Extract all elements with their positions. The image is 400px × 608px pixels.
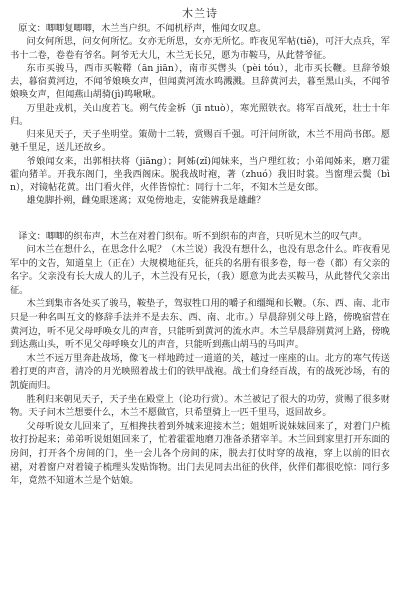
poem-paragraph: 爷娘闻女来，出郭相扶将（jiāng）；阿姊(zǐ)闻妹来，当户理红妆；小弟闻姊来，磨刀霍霍向猪羊。开我东阁门，坐我西阁床。脱我战时袍，著（zhuó）我旧时裳。当窗理云鬓（bìn），对镜帖花黄。出门看火伴，火伴皆惊忙：同行十二年，不知木兰是女郎。	[10, 155, 390, 193]
translation-paragraph: 问木兰在想什么，在思念什么呢？（木兰说）我没有想什么，也没有思念什么。昨夜看见军中的文告，知道皇上（正在）大规模地征兵，征兵的名册有很多卷，每一卷（都）有父亲的名字。父亲没有长大成人的儿子，木兰没有兄长，（我）愿意为此去买鞍马，从此替代父亲出征。	[10, 244, 390, 296]
poem-paragraph: 归来见天子，天子坐明堂。策勋十二转，赏赐百千强。可汗问所欲，木兰不用尚书郎。愿驰千里足，送儿还故乡。	[10, 129, 390, 154]
poem-translation-text	[10, 230, 390, 488]
poem-paragraph: 问女何所思，问女何所忆。女亦无所思，女亦无所忆。昨夜见军帖(tiě)，可汗大点兵，军书十二卷，卷卷有爷名。阿爷无大儿，木兰无长兄，愿为市鞍马，从此替爷征。	[10, 36, 390, 61]
translation-paragraph: 父母听说女儿回来了，互相搀扶着到外城来迎接木兰；姐姐听说妹妹回来了，对着门户梳妆打扮起来；弟弟听说姐姐回来了，忙着霍霍地磨刀准备杀猪宰羊。木兰回到家里打开东面的房间，打开各个房间的门，坐一会儿各个房间的床，脱去打仗时穿的战袍，穿上以前的旧衣裙，对着窗户对着镜子梳理头发贴饰物。出门去见同去出征的伙伴，伙伴们都很吃惊：同行多年，竟然不知道木兰是个姑娘。	[10, 420, 390, 487]
poem-paragraph: 原文：唧唧复唧唧，木兰当户织。不闻机杼声，惟闻女叹息。	[18, 23, 267, 34]
translation-paragraph: 译文：唧唧的织布声，木兰在对着门织布。听不到织布的声音，只听见木兰的叹气声。	[18, 230, 368, 242]
poem-paragraph: 万里赴戎机，关山度若飞。朔气传金柝（jī ntuò），寒光照铁衣。将军百战死，壮士十年归。	[10, 102, 390, 127]
translation-paragraph: 木兰到集市各处买了骏马，鞍垫子，驾驭牲口用的嚼子和缰绳和长鞭。（东、西、南、北市只是一种名叫互文的修辞手法并不是去东、西、南、北市。）早晨辞别父母上路，傍晚宿营在黄河边，听不见父母呼唤女儿的声音，只能听到黄河的流水声。木兰早晨辞别黄河上路，傍晚到达燕山头，听不见父母呼唤女儿的声音，只能听到燕山胡马的马叫声。	[10, 298, 390, 351]
poem-paragraph: 雄兔脚扑朔，雌兔眼迷离；双兔傍地走，安能辨我是雄雌？	[26, 195, 266, 207]
translation-paragraph: 木兰不远万里奔赴战场，像飞一样地跨过一道道的关，越过一座座的山。北方的寒气传送着打更的声音，清冷的月光映照着战士们的铁甲战袍。战士们身经百战，有的战死沙场，有的凯旋而归。	[10, 352, 390, 392]
translation-paragraph: 胜利归来朝见天子，天子坐在殿堂上（论功行赏）。木兰被记了很大的功劳，赏赐了很多财物。天子问木兰想要什么，木兰不愿做官，只希望骑上一匹千里马，返回故乡。	[10, 393, 390, 419]
poem-paragraph: 东市买骏马，西市买鞍鞯（ān jiān），南市买辔头（pèi tóu），北市买长鞭。旦辞爷娘去，暮宿黄河边，不闻爷娘唤女声，但闻黄河流水鸣溅溅。旦辞黄河去，暮至黑山头，不闻爷娘唤女声，但闻燕山胡骑(jì)鸣啾啾。	[10, 62, 390, 101]
section-gap	[10, 208, 390, 230]
poem-title: 木兰诗	[182, 7, 218, 20]
poem-original-text	[10, 22, 390, 208]
